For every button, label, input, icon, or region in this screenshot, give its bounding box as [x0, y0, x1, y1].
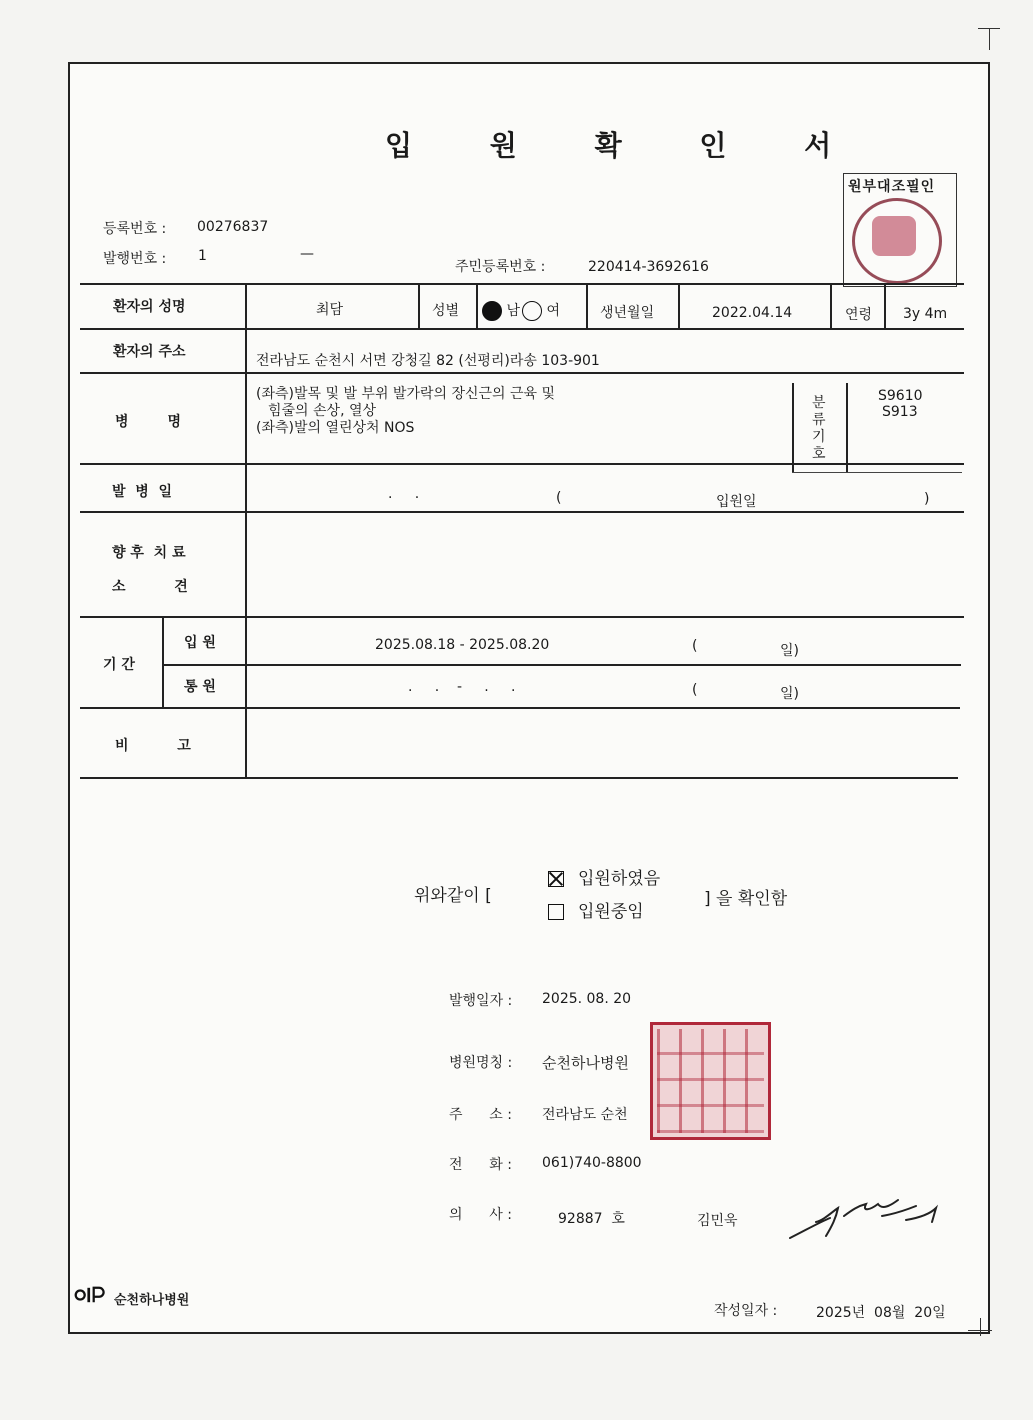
issue-dash: — [300, 246, 314, 262]
table-rule [80, 707, 960, 709]
outpatient-days-close: 일) [780, 686, 799, 702]
diagnosis-label: 병 명 [115, 414, 182, 430]
inpatient-period: 2025.08.18 - 2025.08.20 [375, 637, 550, 653]
doctor-license-number: 92887 호 [558, 1211, 625, 1227]
issue-date-label: 발행일자 : [449, 993, 513, 1009]
hospital-logo-icon [74, 1286, 108, 1304]
onset-paren-open: ( [556, 490, 562, 506]
table-rule [80, 777, 958, 779]
confirm-option-admitted [548, 864, 660, 889]
checked-box-icon [548, 871, 564, 887]
table-rule [80, 372, 964, 374]
table-column-rule [846, 383, 848, 473]
patient-name: 최담 [316, 302, 344, 318]
hospital-phone-label: 전 화 : [449, 1157, 512, 1173]
table-rule [80, 616, 964, 618]
table-column-rule [792, 383, 794, 473]
hospital-name-label: 병원명칭 : [449, 1055, 513, 1071]
confirm-option-admitted-label: 입원하였음 [578, 869, 661, 889]
signature-icon [786, 1192, 942, 1246]
crop-mark-top-v [989, 28, 990, 50]
patient-address-label: 환자의 주소 [113, 344, 186, 360]
confirm-option-hospitalized [548, 897, 644, 922]
issue-number: 1 [198, 248, 207, 264]
confirm-suffix: ] 을 확인함 [704, 889, 788, 909]
birth-date-label: 생년월일 [600, 305, 655, 321]
table-rule [80, 463, 964, 465]
table-column-rule [678, 283, 680, 329]
outpatient-label: 통 원 [184, 679, 216, 695]
sex-label: 성별 [432, 303, 460, 319]
table-column-rule [476, 283, 478, 329]
table-column-rule [830, 283, 832, 329]
hospital-seal-icon [650, 1022, 771, 1140]
patient-name-label: 환자의 성명 [113, 299, 186, 315]
diagnosis-code-label: 분류기호 [812, 395, 826, 462]
birth-date: 2022.04.14 [712, 305, 793, 321]
age-label: 연령 [845, 307, 873, 323]
table-column-rule [884, 283, 886, 329]
registration-number-label: 등록번호 : [103, 221, 167, 237]
patient-address: 전라남도 순천시 서면 강청길 82 (선평리)라송 103-901 [256, 353, 600, 369]
resident-number: 220414-3692616 [588, 259, 709, 275]
diagnosis-code-1: S9610 [878, 388, 923, 404]
sex-female-radio-icon [522, 301, 542, 321]
diagnosis-line-2: 힘줄의 손상, 열상 [268, 403, 377, 419]
treatment-opinion-label-2: 소 견 [112, 579, 188, 595]
inpatient-days-close: 일) [780, 643, 799, 659]
diagnosis-line-3: (좌측)발의 열린상처 NOS [256, 420, 415, 436]
document-title: 입 원 확 인 서 [385, 129, 866, 162]
table-column-rule [162, 616, 164, 708]
unchecked-box-icon [548, 904, 564, 920]
table-rule [80, 511, 964, 513]
footer-hospital-name: 순천하나병원 [114, 1293, 190, 1308]
table-column-rule [586, 283, 588, 329]
issue-number-label: 발행번호 : [103, 251, 167, 267]
hospital-address: 전라남도 순천 [542, 1107, 628, 1123]
registration-number: 00276837 [197, 219, 269, 235]
treatment-opinion-label-1: 향 후 치 료 [112, 545, 186, 561]
onset-admission-note: 입원일 [716, 494, 757, 510]
table-column-rule [418, 283, 420, 329]
confirm-option-hospitalized-label: 입원중임 [578, 902, 644, 922]
doctor-label: 의 사 : [449, 1207, 512, 1223]
resident-number-label: 주민등록번호 : [455, 259, 546, 275]
period-label: 기 간 [103, 657, 135, 673]
hospital-name: 순천하나병원 [542, 1054, 629, 1072]
sex-female-label: 여 [546, 303, 560, 319]
hospital-address-label: 주 소 : [449, 1107, 512, 1123]
outpatient-period: . . - . . [408, 679, 516, 695]
sex-options [482, 300, 560, 321]
outpatient-days-open: ( [692, 682, 698, 698]
sex-male-radio-icon [482, 301, 502, 321]
sex-male-label: 남 [506, 303, 520, 319]
diagnosis-code-2: S913 [882, 404, 918, 420]
verification-stamp-label: 원부대조필인 [848, 179, 936, 195]
table-rule [163, 664, 961, 666]
written-date-label: 작성일자 : [714, 1303, 778, 1319]
inpatient-days-open: ( [692, 638, 698, 654]
hospital-phone: 061)740-8800 [542, 1155, 642, 1171]
remarks-label: 비 고 [115, 738, 191, 754]
table-column-rule [245, 283, 247, 778]
inpatient-label: 입 원 [184, 635, 216, 651]
diagnosis-code-rule [792, 472, 962, 473]
onset-paren-close: ) [924, 491, 930, 507]
diagnosis-line-1: (좌측)발목 및 발 부위 발가락의 장신근의 근육 및 [256, 386, 556, 402]
verification-stamp-ink [872, 216, 916, 256]
confirm-prefix: 위와같이 [ [414, 886, 492, 906]
onset-date: . . [388, 486, 420, 502]
doctor-name: 김민욱 [697, 1213, 738, 1229]
issue-date: 2025. 08. 20 [542, 991, 632, 1007]
onset-label: 발 병 일 [112, 484, 173, 500]
crop-mark-bottom-v [980, 1318, 981, 1336]
age-value: 3y 4m [903, 306, 948, 322]
written-date: 2025년 08월 20일 [816, 1305, 946, 1321]
